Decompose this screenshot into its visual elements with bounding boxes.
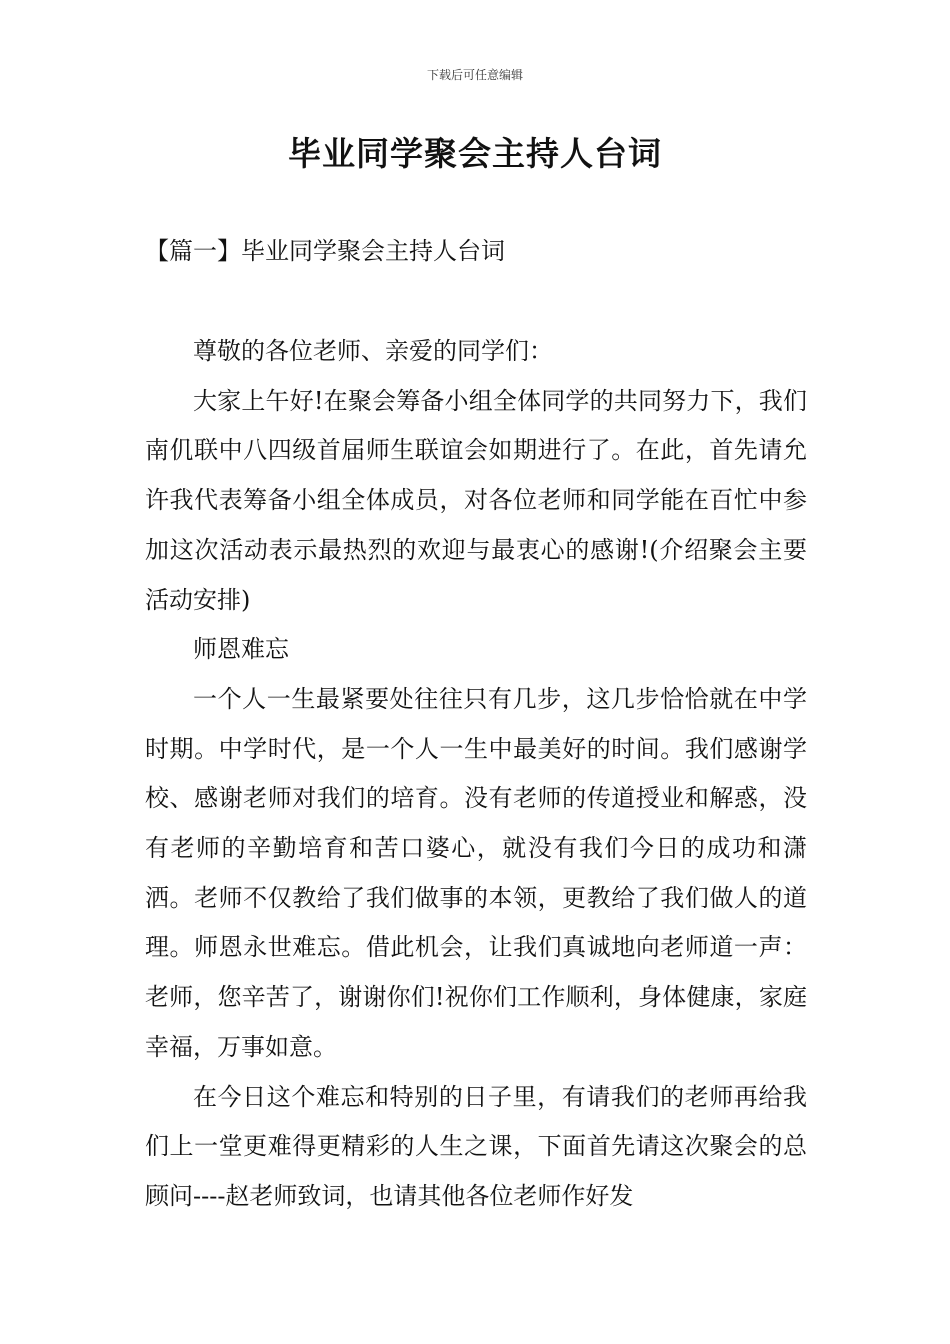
section-heading: 【篇一】毕业同学聚会主持人台词 — [145, 237, 505, 265]
document-body — [145, 327, 807, 1222]
paragraph-gratitude: 一个人一生最紧要处往往只有几步，这几步恰恰就在中学时期。中学时代，是一个人一生中最美好的时间。我们感谢学校、感谢老师对我们的培育。没有老师的传道授业和解惑，没有老师的辛勤培育和苦口婆心，就没有我们今日的成功和潇洒。老师不仅教给了我们做事的本领，更教给了我们做人的道理。师恩永世难忘。借此机会，让我们真诚地向老师道一声：老师，您辛苦了，谢谢你们!祝你们工作顺利，身体健康，家庭幸福，万事如意。 — [145, 684, 807, 1061]
paragraph-opening: 大家上午好!在聚会筹备小组全体同学的共同努力下，我们南仉联中八四级首届师生联谊会如期进行了。在此，首先请允许我代表筹备小组全体成员，对各位老师和同学能在百忙中参加这次活动表示最热烈的欢迎与最衷心的感谢!(介绍聚会主要活动安排) — [145, 386, 807, 614]
paragraph-subheading: 师恩难忘 — [193, 635, 289, 664]
document-title: 毕业同学聚会主持人台词 — [288, 134, 662, 173]
paragraph-invitation: 在今日这个难忘和特别的日子里，有请我们的老师再给我们上一堂更难得更精彩的人生之课，下面首先请这次聚会的总顾问----赵老师致词，也请其他各位老师作好发 — [145, 1082, 807, 1210]
header-note: 下载后可任意编辑 — [426, 68, 523, 82]
paragraph-greeting: 尊敬的各位老师、亲爱的同学们： — [193, 337, 553, 365]
